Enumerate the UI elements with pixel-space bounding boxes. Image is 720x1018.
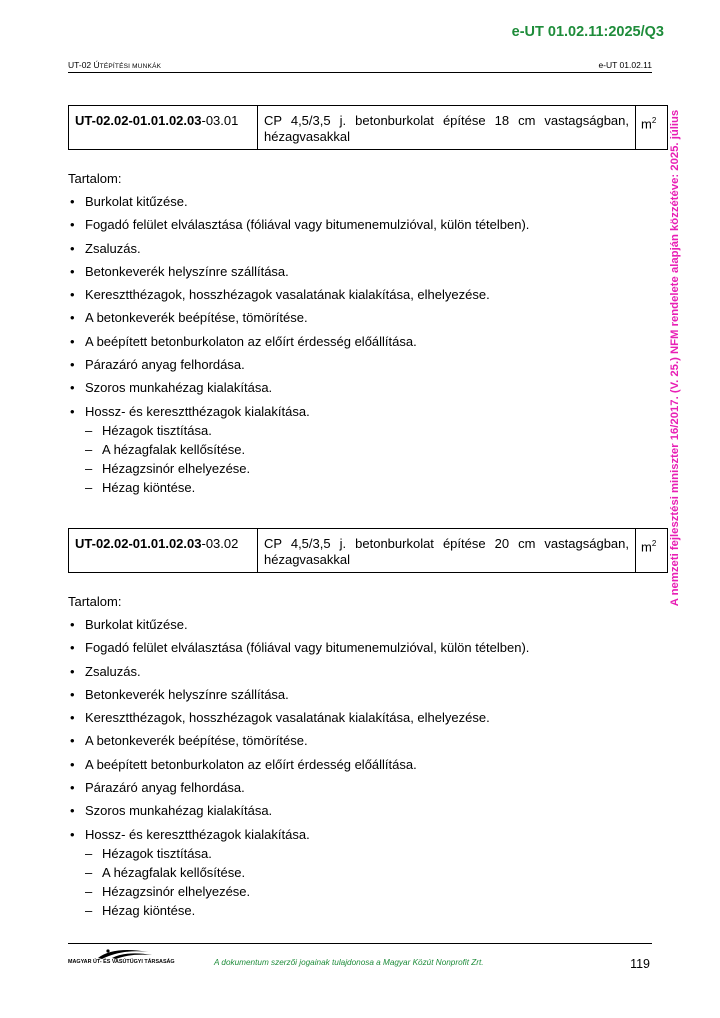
list-item: • Fogadó felület elválasztása (fóliával vagy bitumenemulzióval, külön tételben).	[70, 217, 530, 233]
sub-list-item: – Hézagok tisztítása.	[85, 845, 212, 861]
list-item: • Betonkeverék helyszínre szállítása.	[70, 686, 289, 702]
list-item: • Burkolat kitűzése.	[70, 194, 188, 209]
list-item: • Hossz- és keresztthézagok kialakítása. – Hézagok tisztítása. – A hézagfalak kellősítése. – Hézagzsinór elhelyezése. – Hézag kiöntése.	[68, 827, 658, 923]
list-item: • Hossz- és keresztthézagok kialakítása. – Hézagok tisztítása. – A hézagfalak kellősítése. – Hézagzsinór elhelyezése. – Hézag kiöntése.	[68, 404, 658, 500]
sub-list-item: – Hézagzsinór elhelyezése.	[85, 461, 251, 477]
bullet-icon: •	[70, 380, 75, 396]
dash-icon: –	[85, 441, 93, 457]
bullet-icon: •	[70, 287, 75, 303]
sub-list-item: – Hézag kiöntése.	[85, 480, 196, 496]
sub-list-item: – A hézagfalak kellősítése.	[85, 864, 246, 880]
item-table-2	[68, 528, 668, 573]
dash-icon: –	[85, 461, 93, 477]
list-item: • Szoros munkahézag kialakítása.	[70, 380, 273, 396]
item-description: CP 4,5/3,5 j. betonburkolat építése 18 cm vastagságban, hézagvasakkal	[258, 106, 636, 150]
bullet-icon: •	[70, 826, 75, 842]
side-publication-note: A nemzeti fejlesztési miniszter 16/2017. (V. 25.) NFM rendelete alapján közzétéve: 2025. július	[669, 109, 681, 607]
sub-list-item: – Hézagzsinór elhelyezése.	[85, 884, 251, 900]
bullet-icon: •	[70, 263, 75, 279]
list-item: • Zsaluzás.	[70, 663, 141, 679]
list-item: • Párazáró anyag felhordása.	[70, 357, 245, 373]
header-section-title: UT-02 ÚTÉPÍTÉSI MUNKÁK	[68, 60, 162, 70]
footer-divider	[68, 943, 652, 944]
list-item: • A betonkeverék beépítése, tömörítése.	[70, 733, 308, 749]
bullet-icon: •	[70, 803, 75, 819]
sub-list-item: – A hézagfalak kellősítése.	[85, 441, 246, 457]
bullet-icon: •	[70, 617, 75, 632]
bullet-icon: •	[70, 780, 75, 796]
sub-list	[85, 423, 658, 500]
list-item: • Betonkeverék helyszínre szállítása.	[70, 263, 289, 279]
content-label: Tartalom:	[68, 171, 122, 186]
list-item: • Zsaluzás.	[70, 240, 141, 256]
sub-list-item: – Hézag kiöntése.	[85, 903, 196, 919]
list-item: • A beépített betonburkolaton az előírt érdesség előállítása.	[70, 333, 417, 349]
dash-icon: –	[85, 864, 93, 880]
bullet-icon: •	[70, 733, 75, 749]
logo-swoosh-icon	[68, 946, 188, 960]
sub-list	[85, 846, 658, 923]
bullet-icon: •	[70, 217, 75, 233]
bullet-icon: •	[70, 310, 75, 326]
item-unit: $m^2$	[636, 106, 668, 150]
item-code: UT-02.02-01.01.02.03-03.01	[69, 106, 258, 150]
list-item: • Burkolat kitűzése.	[70, 617, 188, 632]
list-item: • Keresztthézagok, hosszhézagok vasalatának kialakítása, elhelyezése.	[70, 287, 490, 303]
content-label: Tartalom:	[68, 594, 122, 609]
dash-icon: –	[85, 903, 93, 919]
bullet-icon: •	[70, 403, 75, 419]
list-item: • Párazáró anyag felhordása.	[70, 780, 245, 796]
copyright-note: A dokumentum szerzői jogainak tulajdonosa a Magyar Közút Nonprofit Zrt.	[214, 958, 484, 967]
dash-icon: –	[85, 884, 93, 900]
item-description: CP 4,5/3,5 j. betonburkolat építése 20 cm vastagságban, hézagvasakkal	[258, 529, 636, 573]
list-item: • Szoros munkahézag kialakítása.	[70, 803, 273, 819]
bullet-icon: •	[70, 194, 75, 209]
sub-list-item: – Hézagok tisztítása.	[85, 422, 212, 438]
dash-icon: –	[85, 422, 93, 438]
document-code: e-UT 01.02.11:2025/Q3	[511, 24, 664, 40]
bullet-icon: •	[70, 710, 75, 726]
company-logo	[68, 946, 188, 970]
dash-icon: –	[85, 480, 93, 496]
content-list-2	[68, 617, 658, 922]
bullet-icon: •	[70, 333, 75, 349]
dash-icon: –	[85, 845, 93, 861]
item-unit: $m^2$	[636, 529, 668, 573]
bullet-icon: •	[70, 357, 75, 373]
header-divider	[68, 72, 652, 73]
logo-text: MAGYAR ÚT- ÉS VASÚTÜGYI TÁRSASÁG	[68, 959, 175, 965]
page-number: 119	[630, 957, 650, 971]
list-item: • A beépített betonburkolaton az előírt érdesség előállítása.	[70, 756, 417, 772]
item-code: UT-02.02-01.01.02.03-03.02	[69, 529, 258, 573]
list-item: • Keresztthézagok, hosszhézagok vasalatának kialakítása, elhelyezése.	[70, 710, 490, 726]
bullet-icon: •	[70, 756, 75, 772]
content-list-1	[68, 194, 658, 499]
list-item: • Fogadó felület elválasztása (fóliával vagy bitumenemulzióval, külön tételben).	[70, 640, 530, 656]
bullet-icon: •	[70, 686, 75, 702]
bullet-icon: •	[70, 640, 75, 656]
bullet-icon: •	[70, 663, 75, 679]
header-doc-ref: e-UT 01.02.11	[598, 60, 652, 70]
item-table-1	[68, 105, 668, 150]
bullet-icon: •	[70, 240, 75, 256]
list-item: • A betonkeverék beépítése, tömörítése.	[70, 310, 308, 326]
